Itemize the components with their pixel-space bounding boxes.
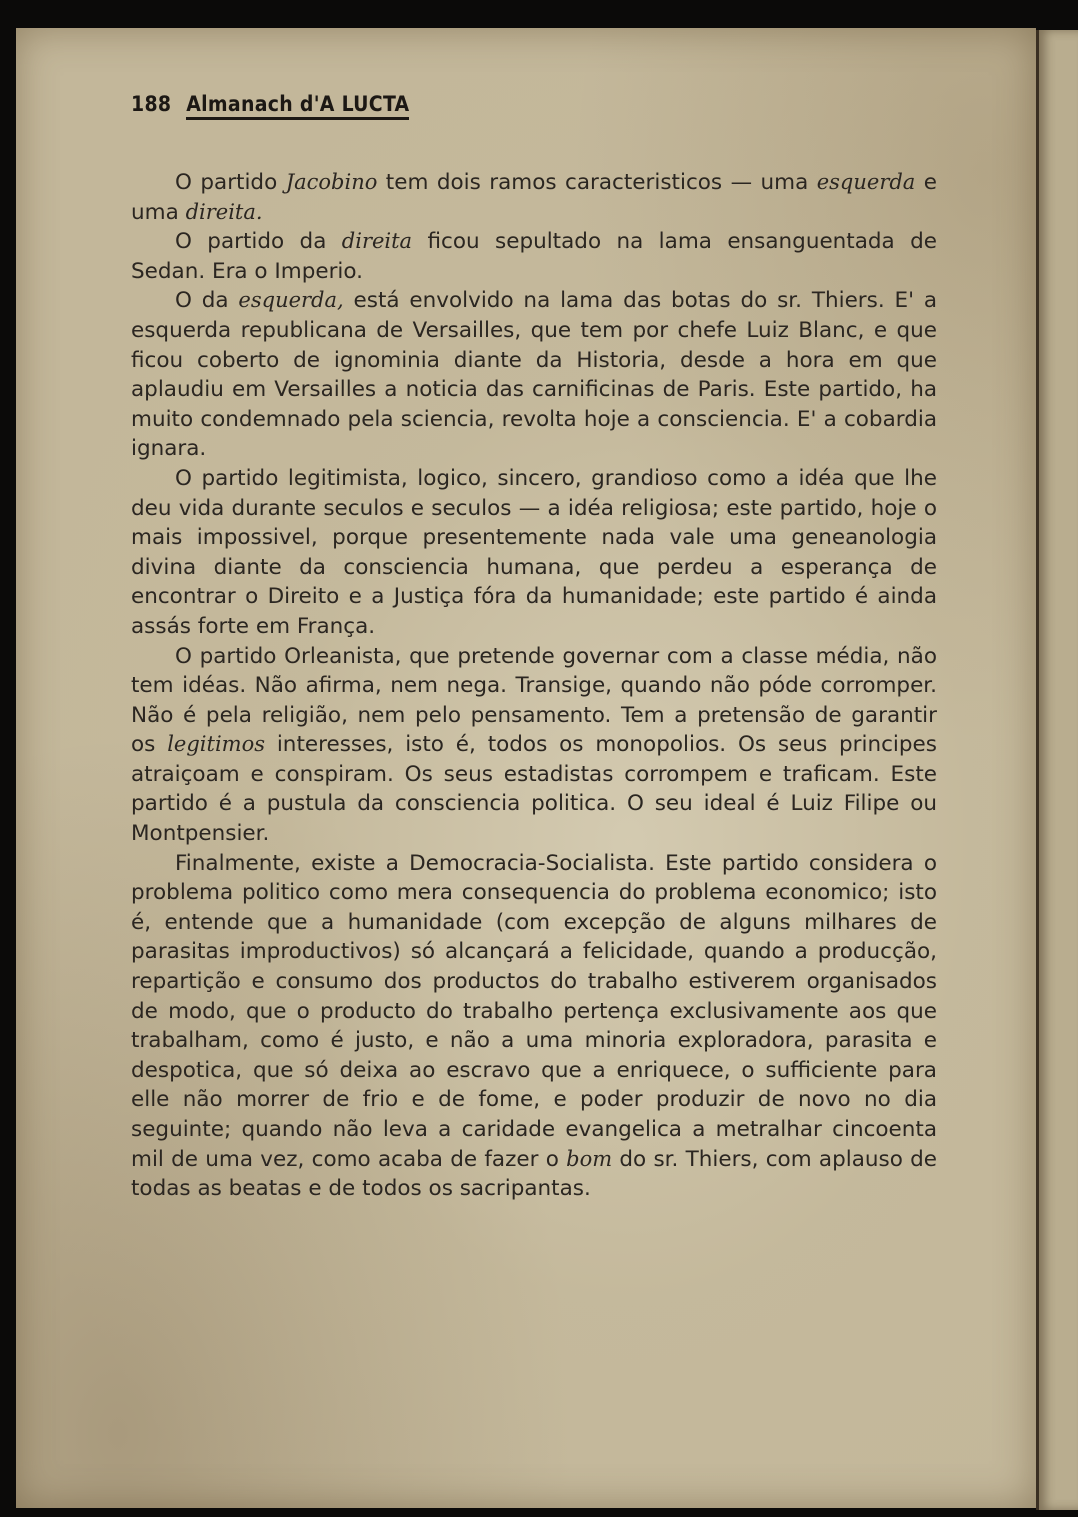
- running-title: Almanach d'A LUCTA: [186, 92, 409, 120]
- italic-run: esquerda,: [238, 288, 344, 313]
- text-run: e uma: [131, 170, 938, 225]
- text-run: interesses, isto é, todos os monopolios. Os seus principes atraiçoam e conspiram. Os seus estadistas corrompem e traficam. Este partido é a pustula da consciencia politica. O seu ideal é Luiz Filipe ou Montpensier.: [131, 732, 937, 847]
- italic-run: esquerda: [816, 170, 916, 194]
- italic-run: direita.: [185, 199, 263, 224]
- text-run: O partido Orleanista, que pretende governar com a classe média, não tem idéas. Não afirma, nem nega. Transige, quando não póde corromper. Não é pela religião, nem pelo pensamento. Tem a pretensão de garantir os: [131, 643, 937, 758]
- text-run: O partido legitimista, logico, sincero, grandioso como a idéa que lhe deu vida durante seculos e seculos — a idéa religiosa; este partido, hoje o mais impossivel, porque presentemente nada vale uma geneanologia divina diante da consciencia humana, que perdeu a esperança de encontrar o Direito e a Justiça fóra da humanidade; este partido é ainda assás forte em França.: [131, 465, 937, 639]
- paragraph: [131, 168, 937, 227]
- text-run: do sr. Thiers, com aplauso de todas as beatas e de todos os sacripantas.: [131, 1146, 937, 1202]
- text-run: O da: [175, 288, 239, 314]
- text-run: Finalmente, existe a Democracia-Socialista. Este partido considera o problema politico como mera consequencia do problema economico; isto é, entende que a humanidade (com excepção de alguns milhares de parasitas improductivos) só alcançará a felicidade, quando a producção, repartição e consumo dos productos do trabalho estiverem organisados de modo, que o producto do trabalho pertença exclusivamente aos que trabalham, como é justo, e não a uma minoria exploradora, parasita e despotica, que só deixa ao escravo que a enriquece, o sufficiente para elle não morrer de frio e de fome, e poder produzir de novo no dia seguinte; quando não leva a caridade evangelica a metralhar cincoenta mil de uma vez, como acaba de fazer o: [131, 850, 937, 1172]
- italic-run: direita: [341, 229, 413, 254]
- italic-run: legitimos: [167, 732, 265, 757]
- paragraph: [131, 849, 937, 1204]
- text-run: O partido da: [175, 229, 342, 255]
- italic-run: Jacobino: [285, 170, 378, 194]
- paragraph: [131, 286, 937, 464]
- italic-run: bom: [566, 1146, 613, 1171]
- text-run: está envolvido na lama das botas do sr. Thiers. E' a esquerda republicana de Versailles, que tem por chefe Luiz Blanc, e que ficou coberto de ignominia diante da Historia, desde a hora em que aplaudiu em Versailles a noticia das carnificinas de Paris. Este partido, ha muito condemnado pela sciencia, revolta hoje a consciencia. E' a cobardia ignara.: [131, 288, 937, 462]
- text-run: ficou sepultado na lama ensanguentada de Sedan. Era o Imperio.: [131, 229, 937, 284]
- page-header: [131, 92, 409, 120]
- adjacent-page-edge: [1036, 30, 1078, 1510]
- page-number: 188: [131, 92, 172, 116]
- text-run: tem dois ramos caracteristicos — uma: [377, 170, 817, 195]
- body-text: [131, 168, 937, 1204]
- paragraph: [131, 464, 937, 642]
- text-run: O partido: [175, 170, 286, 195]
- paragraph: [131, 227, 937, 286]
- paragraph: [131, 642, 937, 849]
